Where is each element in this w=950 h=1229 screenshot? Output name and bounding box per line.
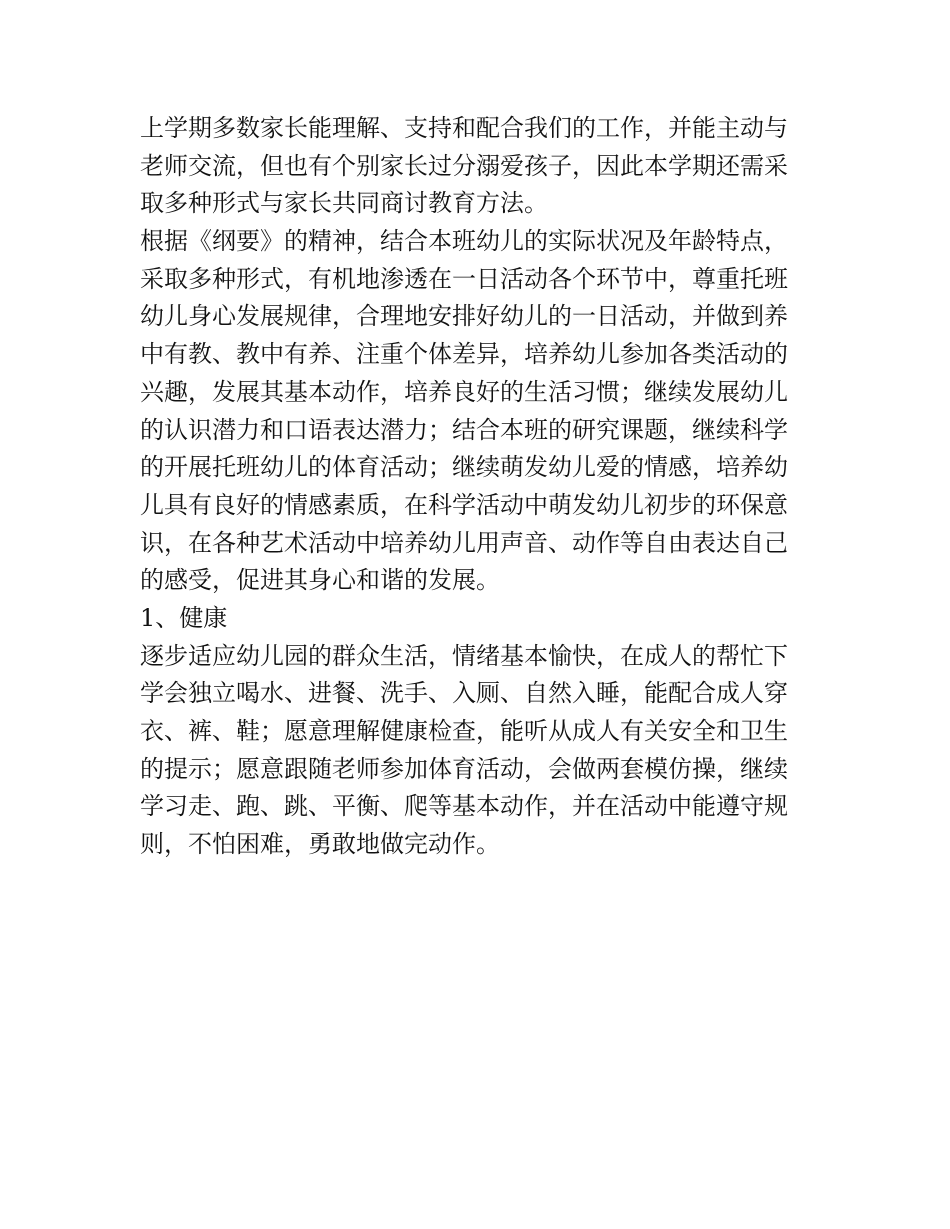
text-line: 上学期多数家长能理解、支持和配合我们的工作，并能主动与 bbox=[140, 114, 788, 142]
text-line: 采取多种形式，有机地渗透在一日活动各个环节中，尊重托班 bbox=[140, 264, 788, 293]
text-line: 儿具有良好的情感素质，在科学活动中萌发幼儿初步的环保意 bbox=[140, 490, 788, 519]
text-line: 兴趣，发展其基本动作，培养良好的生活习惯；继续发展幼儿 bbox=[140, 377, 788, 406]
text-line: 学会独立喝水、进餐、洗手、入厕、自然入睡，能配合成人穿 bbox=[140, 679, 788, 708]
text-line: 取多种形式与家长共同商讨教育方法。 bbox=[140, 189, 548, 218]
text-line: 的认识潜力和口语表达潜力；结合本班的研究课题，继续科学 bbox=[140, 415, 788, 444]
text-line: 中有教、教中有养、注重个体差异，培养幼儿参加各类活动的 bbox=[140, 340, 788, 369]
paragraph-parent-cooperation bbox=[140, 110, 820, 223]
paragraph-health bbox=[140, 638, 820, 864]
text-line: 老师交流，但也有个别家长过分溺爱孩子，因此本学期还需采 bbox=[140, 151, 788, 180]
text-line: 衣、裤、鞋；愿意理解健康检查，能听从成人有关安全和卫生 bbox=[140, 717, 788, 745]
text-line: 识，在各种艺术活动中培养幼儿用声音、动作等自由表达自己 bbox=[140, 528, 788, 557]
text-line: 的感受，促进其身心和谐的发展。 bbox=[140, 566, 500, 595]
text-line: 根据《纲要》的精神，结合本班幼儿的实际状况及年龄特点， bbox=[140, 227, 788, 256]
section-heading-health bbox=[140, 600, 820, 638]
paragraph-goals bbox=[140, 223, 820, 600]
text-line: 学习走、跑、跳、平衡、爬等基本动作，并在活动中能遵守规 bbox=[140, 792, 788, 821]
text-line: 幼儿身心发展规律，合理地安排好幼儿的一日活动，并做到养 bbox=[140, 302, 788, 331]
document-body bbox=[140, 110, 820, 864]
heading-line: 1、健康 bbox=[140, 603, 228, 632]
text-line: 则，不怕困难，勇敢地做完动作。 bbox=[140, 830, 500, 859]
text-line: 的开展托班幼儿的体育活动；继续萌发幼儿爱的情感，培养幼 bbox=[140, 453, 788, 482]
text-line: 逐步适应幼儿园的群众生活，情绪基本愉快，在成人的帮忙下 bbox=[140, 641, 788, 670]
text-line: 的提示；愿意跟随老师参加体育活动，会做两套模仿操，继续 bbox=[140, 754, 788, 783]
